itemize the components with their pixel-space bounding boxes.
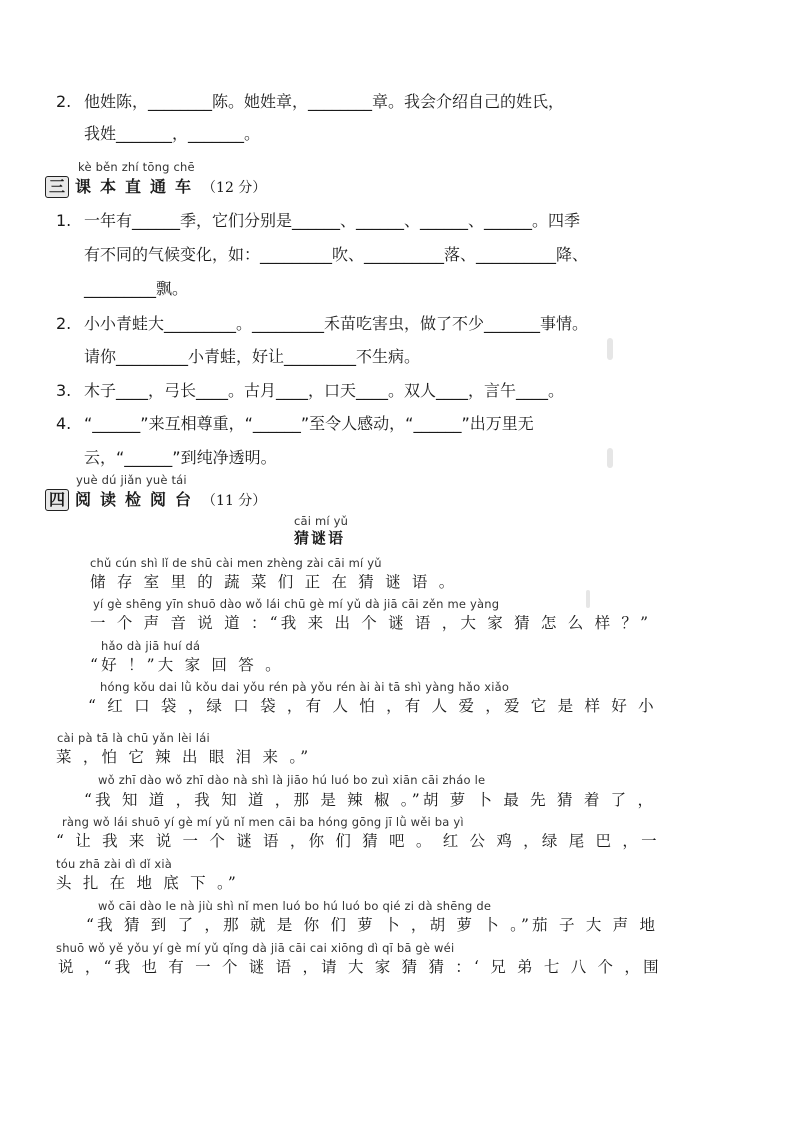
story-pinyin-10: shuō wǒ yě yǒu yí gè mí yǔ qǐng dà jiā cāi cai xiōng dì qī bā gè wéi — [56, 941, 455, 955]
s3-item-4-line-2: 云，“______”到纯净透明。 — [84, 448, 277, 467]
story-line-6: “我 知 道 ，我 知 道 ，那 是 辣 椒 。”胡 萝 卜 最 先 猜 着 了 ， — [84, 791, 657, 809]
story-line-4: “ 红 口 袋 ，绿 口 袋 ，有 人 怕 ，有 人 爱 ，爱 它 是 样 好 小 — [88, 697, 657, 715]
s3-item-2-line-2: 请你_________小青蛙，好让_________不生病。 — [84, 347, 421, 366]
story-line-5: 菜 ，怕 它 辣 出 眼 泪 来 。” — [56, 748, 312, 766]
story-line-8: 头 扎 在 地 底 下 。” — [56, 874, 240, 892]
s3-item-1-line-1 — [56, 208, 580, 231]
story-pinyin-3: hǎo dà jiā huí dá — [101, 639, 201, 653]
question-text: 一年有______季，它们分别是______、______、______、______。四季 — [84, 211, 581, 230]
question-number: 3. — [56, 381, 72, 400]
story-line-7: “ 让 我 来 说 一 个 谜 语 ，你 们 猜 吧 。 红 公 鸡 ，绿 尾 巴 ，一 — [56, 832, 660, 850]
story-line-1: 储 存 室 里 的 蔬 菜 们 正 在 猜 谜 语 。 — [90, 573, 458, 591]
question-number: 1. — [56, 211, 72, 230]
section-4-score: （11 分） — [202, 493, 267, 509]
question-number: 4. — [56, 414, 72, 433]
section-3-header — [45, 174, 266, 198]
s3-item-2-line-1 — [56, 311, 588, 334]
story-line-10: 说 ，“我 也 有 一 个 谜 语 ，请 大 家 猜 猜 ：‘ 兄 弟 七 八 个 ，围 — [58, 958, 662, 976]
story-pinyin-5: cài pà tā là chū yǎn lèi lái — [57, 731, 210, 745]
question-text: “______”来互相尊重，“______”至令人感动，“______”出万里无 — [84, 414, 534, 433]
question-number: 2. — [56, 314, 72, 333]
s3-item-1-line-2: 有不同的气候变化，如：_________吹、__________落、__________降、 — [84, 245, 589, 264]
section-4-index-badge: 四 — [45, 489, 69, 511]
s3-item-1-line-3: _________飘。 — [84, 279, 189, 298]
story-pinyin-2: yí gè shēng yīn shuō dào wǒ lái chū gè mí yǔ dà jiā cāi zěn me yàng — [93, 597, 500, 611]
story-line-3: “好 ！”大 家 回 答 。 — [90, 656, 284, 674]
question-2-line-1 — [56, 89, 564, 112]
s3-item-4-line-1 — [56, 411, 534, 434]
section-3-title: 课本直通车 — [75, 177, 201, 196]
story-pinyin-1: chǔ cún shì lǐ de shū cài men zhèng zài cāi mí yǔ — [90, 556, 382, 570]
question-number: 2. — [56, 92, 72, 111]
s3-item-3-line-1 — [56, 378, 564, 401]
question-text: 木子____，弓长____。古月____，口天____。双人____，言午____。 — [84, 381, 565, 400]
question-2-line-2 — [84, 121, 260, 144]
question-text: 小小青蛙大_________。_________禾苗吃害虫，做了不少_______事情。 — [84, 314, 589, 333]
section-3-index-badge: 三 — [45, 176, 69, 198]
scan-edge-mark — [586, 590, 590, 608]
question-text: 他姓陈，________陈。她姓章，________章。我会介绍自己的姓氏， — [84, 92, 565, 111]
section-4-header — [45, 487, 266, 511]
story-pinyin-8: tóu zhā zài dì dǐ xià — [56, 857, 172, 871]
question-text: 我姓_______，_______。 — [84, 124, 261, 143]
scan-edge-mark — [607, 448, 613, 468]
scan-edge-mark — [607, 338, 613, 360]
story-pinyin-9: wǒ cāi dào le nà jiù shì nǐ men luó bo hú luó bo qié zi dà shēng de — [98, 899, 492, 913]
story-pinyin-7: ràng wǒ lái shuō yí gè mí yǔ nǐ men cāi ba hóng gōng jī lǜ wěi ba yì — [62, 815, 464, 829]
story-line-9: “我 猜 到 了 ，那 就 是 你 们 萝 卜 ，胡 萝 卜 。”茄 子 大 声 地 — [86, 916, 659, 934]
section-3-pinyin: kè běn zhí tōng chē — [78, 160, 195, 174]
section-4-title: 阅读检阅台 — [75, 490, 201, 509]
story-pinyin-4: hóng kǒu dai lǜ kǒu dai yǒu rén pà yǒu rén ài ài tā shì yàng hǎo xiǎo — [100, 680, 510, 694]
section-4-pinyin: yuè dú jiǎn yuè tái — [76, 473, 187, 487]
story-title: 猜谜语 — [294, 529, 346, 547]
section-3-score: （12 分） — [202, 180, 267, 196]
story-line-2: 一 个 声 音 说 道 ：“我 来 出 个 谜 语 ，大 家 猜 怎 么 样 ？” — [90, 614, 652, 632]
story-pinyin-6: wǒ zhī dào wǒ zhī dào nà shì là jiāo hú luó bo zuì xiān cāi zháo le — [98, 773, 486, 787]
story-title-pinyin: cāi mí yǔ — [294, 514, 349, 528]
